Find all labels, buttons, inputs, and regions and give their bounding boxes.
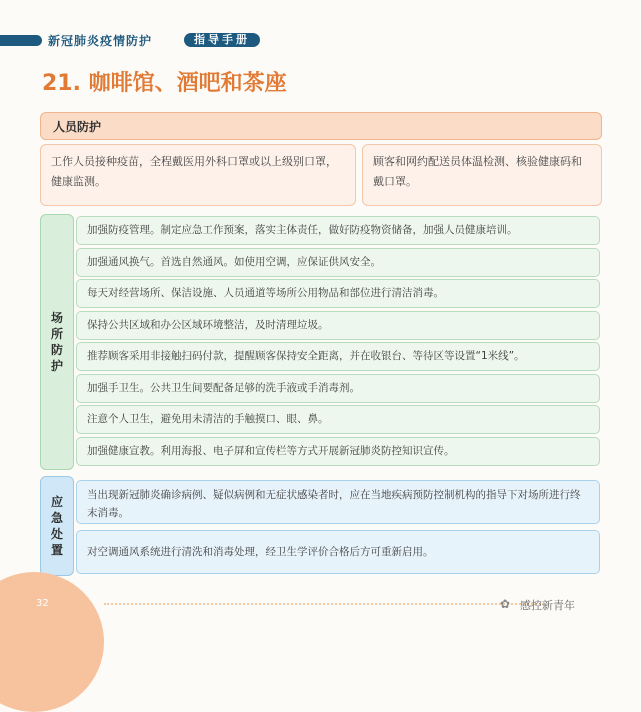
header-series-title: 新冠肺炎疫情防护 — [48, 34, 153, 48]
page-title: 21. 咖啡馆、酒吧和茶座 — [42, 71, 287, 96]
emergency-item — [76, 480, 600, 524]
header-badge: 指导手册 — [184, 33, 260, 47]
venue-item — [76, 342, 600, 371]
venue-item-text: 注意个人卫生，避免用未清洁的手触摸口、眼、鼻。 — [87, 413, 329, 425]
venue-item — [76, 405, 600, 434]
emergency-item-text: 对空调通风系统进行清洗和消毒处理，经卫生学评价合格后方可重新启用。 — [87, 546, 434, 558]
venue-item-text: 加强手卫生。公共卫生间要配备足够的洗手液或手消毒剂。 — [87, 381, 360, 394]
page-number: 32 — [36, 598, 49, 609]
venue-item — [76, 374, 600, 403]
venue-item — [76, 437, 600, 466]
personnel-heading: 人员防护 — [53, 120, 102, 134]
emergency-label — [40, 476, 74, 576]
watermark: 感控新青年 — [520, 599, 575, 612]
wechat-icon: ✿ — [500, 597, 511, 611]
venue-item-text: 保持公共区域和办公区域环境整洁，及时清理垃圾。 — [87, 318, 329, 331]
venue-item-text: 加强通风换气。首选自然通风。如使用空调，应保证供风安全。 — [87, 255, 381, 268]
venue-item-text: 加强健康宣教。利用海报、电子屏和宣传栏等方式开展新冠肺炎防控知识宣传。 — [87, 444, 455, 457]
personnel-customer-box — [362, 144, 602, 206]
venue-item-text: 每天对经营场所、保洁设施、人员通道等场所公用物品和部位进行清洁消毒。 — [87, 287, 444, 299]
personnel-staff-text: 工作人员接种疫苗，全程戴医用外科口罩或以上级别口罩，健康监测。 — [51, 155, 337, 188]
personnel-staff-box — [40, 144, 356, 206]
venue-item — [76, 311, 600, 340]
emergency-item-text: 当出现新冠肺炎确诊病例、疑似病例和无症状感染者时，应在当地疾病预防控制机构的指导下对场所进行终末消毒。 — [87, 489, 581, 519]
personnel-customer-text: 顾客和网约配送员体温检测、核验健康码和戴口罩。 — [373, 155, 582, 188]
header-accent-bar — [0, 35, 42, 46]
emergency-item — [76, 530, 600, 574]
venue-item — [76, 248, 600, 277]
venue-item — [76, 216, 600, 245]
footer-decoration-circle — [0, 572, 104, 712]
personnel-section-header — [40, 112, 602, 140]
venue-label-text: 场 所 防 护 — [50, 311, 63, 373]
venue-item — [76, 279, 600, 308]
emergency-label-text: 应 急 处 置 — [50, 495, 63, 557]
venue-item-text: 推荐顾客采用非接触扫码付款，提醒顾客保持安全距离，并在收银台、等待区等设置“1米线”。 — [87, 350, 525, 362]
venue-item-text: 加强防疫管理。制定应急工作预案，落实主体责任，做好防疫物资储备，加强人员健康培训。 — [87, 224, 518, 236]
venue-protection-label — [40, 214, 74, 470]
footer-dotted-line — [104, 603, 544, 605]
